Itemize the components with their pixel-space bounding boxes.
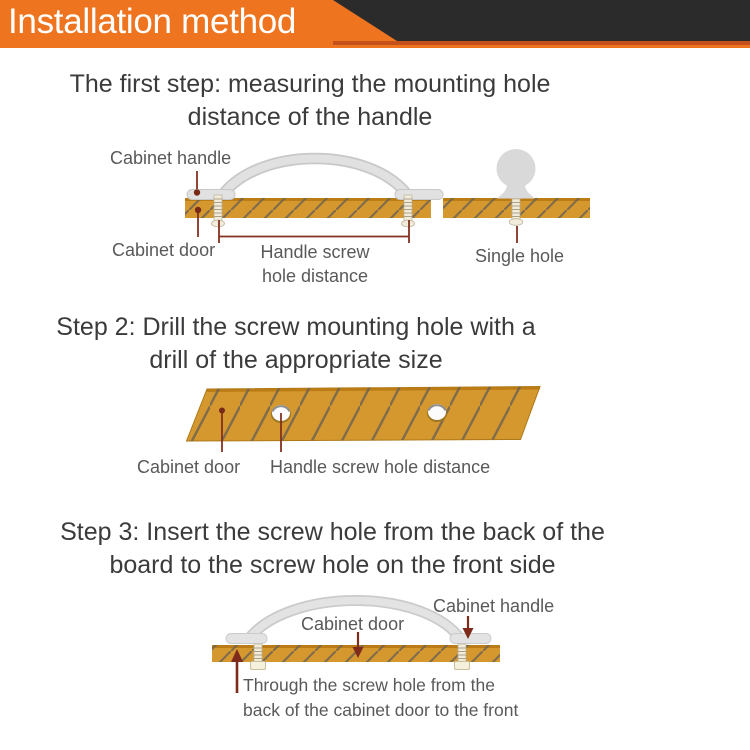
step1-cabinet-door-board xyxy=(185,198,590,218)
step2-cabinet-door-board xyxy=(187,387,541,442)
step2-heading xyxy=(0,311,592,377)
step2-diagram xyxy=(187,387,541,453)
step1-label-cabinet-door: Cabinet door xyxy=(112,240,216,260)
step2-drilled-hole-right xyxy=(427,404,447,422)
step3-heading xyxy=(25,516,640,582)
step1-heading-line2: distance of the handle xyxy=(187,103,433,131)
step2-label-screw-hole-distance: Handle screw hole distance xyxy=(270,457,491,477)
step1-label-single-hole: Single hole xyxy=(475,246,565,266)
step2-heading-line1: Step 2: Drill the screw mounting hole with a xyxy=(56,313,536,341)
step3-through-note-line1: Through the screw hole from the xyxy=(243,675,495,695)
step1-label-screw-distance-line1: Handle screw xyxy=(260,242,370,262)
step3-label-cabinet-door: Cabinet door xyxy=(301,614,405,634)
step1-diagram xyxy=(185,149,590,243)
step2-label-cabinet-door: Cabinet door xyxy=(137,457,241,477)
step1-label-screw-hole-distance xyxy=(237,240,393,288)
step3-heading-line2: board to the screw hole on the front side xyxy=(109,551,556,579)
step1-label-cabinet-handle: Cabinet handle xyxy=(110,148,232,168)
step3-label-through-note xyxy=(243,673,518,723)
page-title: Installation method xyxy=(8,2,297,41)
step3-label-cabinet-handle: Cabinet handle xyxy=(433,596,555,616)
step1-label-screw-distance-line2: hole distance xyxy=(261,266,369,286)
step3-heading-line1: Step 3: Insert the screw hole from the back of the xyxy=(60,518,605,546)
step1-heading xyxy=(10,68,610,134)
step3-through-note-line2: back of the cabinet door to the front xyxy=(243,700,519,720)
step2-heading-line2: drill of the appropriate size xyxy=(149,346,443,374)
step1-heading-line1: The first step: measuring the mounting hole xyxy=(69,70,551,98)
